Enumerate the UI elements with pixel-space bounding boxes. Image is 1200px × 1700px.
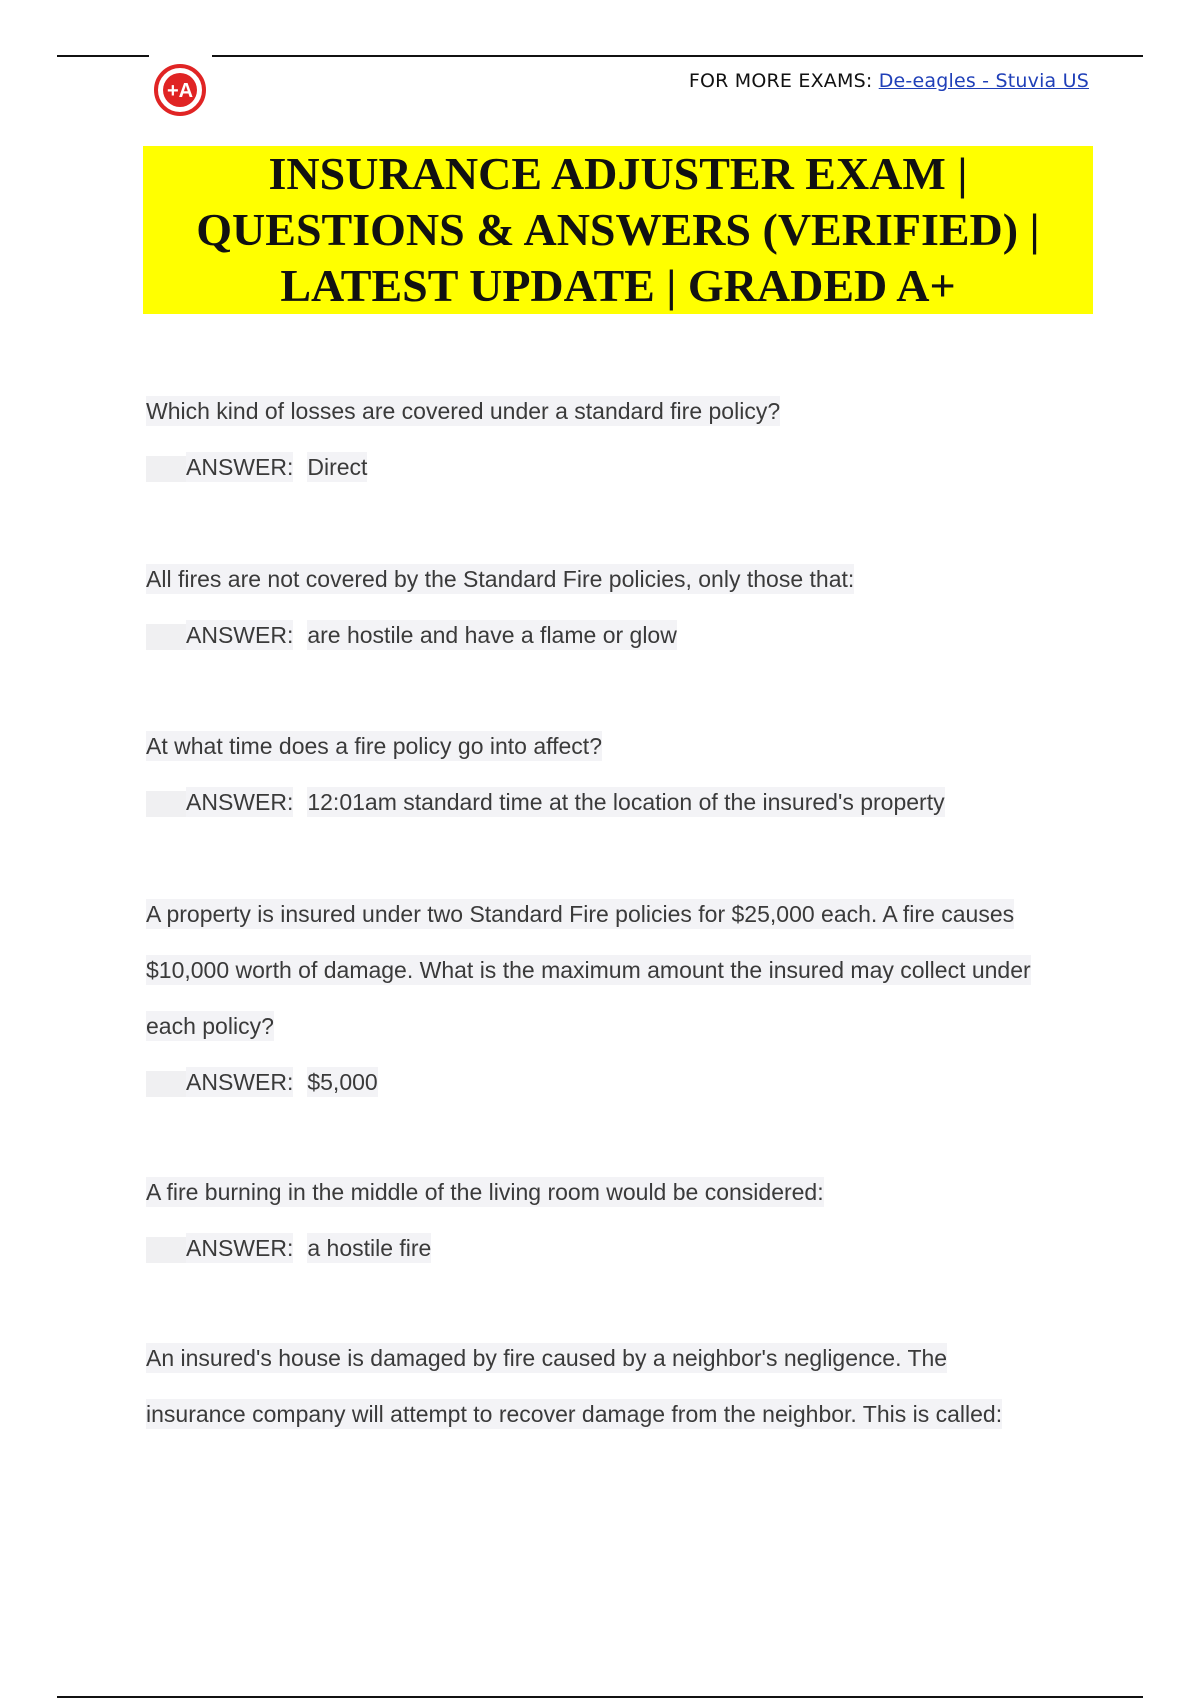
answer-text: 12:01am standard time at the location of the insured's property xyxy=(307,789,945,815)
qa-item xyxy=(146,551,1106,663)
question-text: All fires are not covered by the Standard Fire policies, only those that: xyxy=(146,566,855,592)
question-line xyxy=(146,886,1106,942)
answer-label: ANSWER: xyxy=(186,1235,294,1261)
page-title: INSURANCE ADJUSTER EXAM | QUESTIONS & ANSWERS (VERIFIED) | LATEST UPDATE | GRADED A+ xyxy=(196,148,1040,311)
question-text: A fire burning in the middle of the living room would be considered: xyxy=(146,1179,824,1205)
question-text: An insured's house is damaged by fire caused by a neighbor's negligence. The xyxy=(146,1345,948,1371)
header-link[interactable]: De-eagles - Stuvia US xyxy=(878,70,1089,92)
answer-text: Direct xyxy=(307,454,368,480)
answer-text: are hostile and have a flame or glow xyxy=(307,622,677,648)
answer-indent xyxy=(146,456,186,482)
qa-item xyxy=(146,718,1106,830)
question-line xyxy=(146,551,1106,607)
top-rule-right xyxy=(212,55,1143,57)
question-line xyxy=(146,1386,1106,1442)
question-line xyxy=(146,998,1106,1054)
logo-text: +A xyxy=(166,80,194,102)
answer-indent xyxy=(146,624,186,650)
answer-label: ANSWER: xyxy=(186,789,294,815)
answer-text: a hostile fire xyxy=(307,1235,432,1261)
answer-indent xyxy=(146,1237,186,1263)
qa-item xyxy=(146,1164,1106,1276)
answer-line xyxy=(146,1054,1106,1110)
answer-label: ANSWER: xyxy=(186,454,294,480)
question-text: $10,000 worth of damage. What is the maximum amount the insured may collect under xyxy=(146,957,1031,983)
title-block xyxy=(143,146,1093,314)
answer-line xyxy=(146,1220,1106,1276)
bottom-rule xyxy=(57,1696,1143,1698)
question-text: each policy? xyxy=(146,1013,274,1039)
answer-indent xyxy=(146,1071,186,1097)
header-prefix: FOR MORE EXAMS: xyxy=(688,70,873,92)
top-rule-left xyxy=(57,55,149,57)
question-text: insurance company will attempt to recover damage from the neighbor. This is called: xyxy=(146,1401,1003,1427)
answer-label: ANSWER: xyxy=(186,622,294,648)
answer-line xyxy=(146,439,1106,495)
question-line xyxy=(146,718,1106,774)
question-text: At what time does a fire policy go into affect? xyxy=(146,733,602,759)
header-note xyxy=(689,70,1089,92)
answer-line xyxy=(146,607,1106,663)
qa-item xyxy=(146,383,1106,495)
answer-label: ANSWER: xyxy=(186,1069,294,1095)
qa-item xyxy=(146,1330,1106,1442)
question-text: A property is insured under two Standard Fire policies for $25,000 each. A fire causes xyxy=(146,901,1015,927)
question-line xyxy=(146,383,1106,439)
question-line xyxy=(146,942,1106,998)
logo xyxy=(152,62,208,118)
question-line xyxy=(146,1164,1106,1220)
answer-text: $5,000 xyxy=(307,1069,378,1095)
question-text: Which kind of losses are covered under a standard fire policy? xyxy=(146,398,781,424)
question-line xyxy=(146,1330,1106,1386)
answer-indent xyxy=(146,791,186,817)
answer-line xyxy=(146,774,1106,830)
qa-item xyxy=(146,886,1106,1110)
